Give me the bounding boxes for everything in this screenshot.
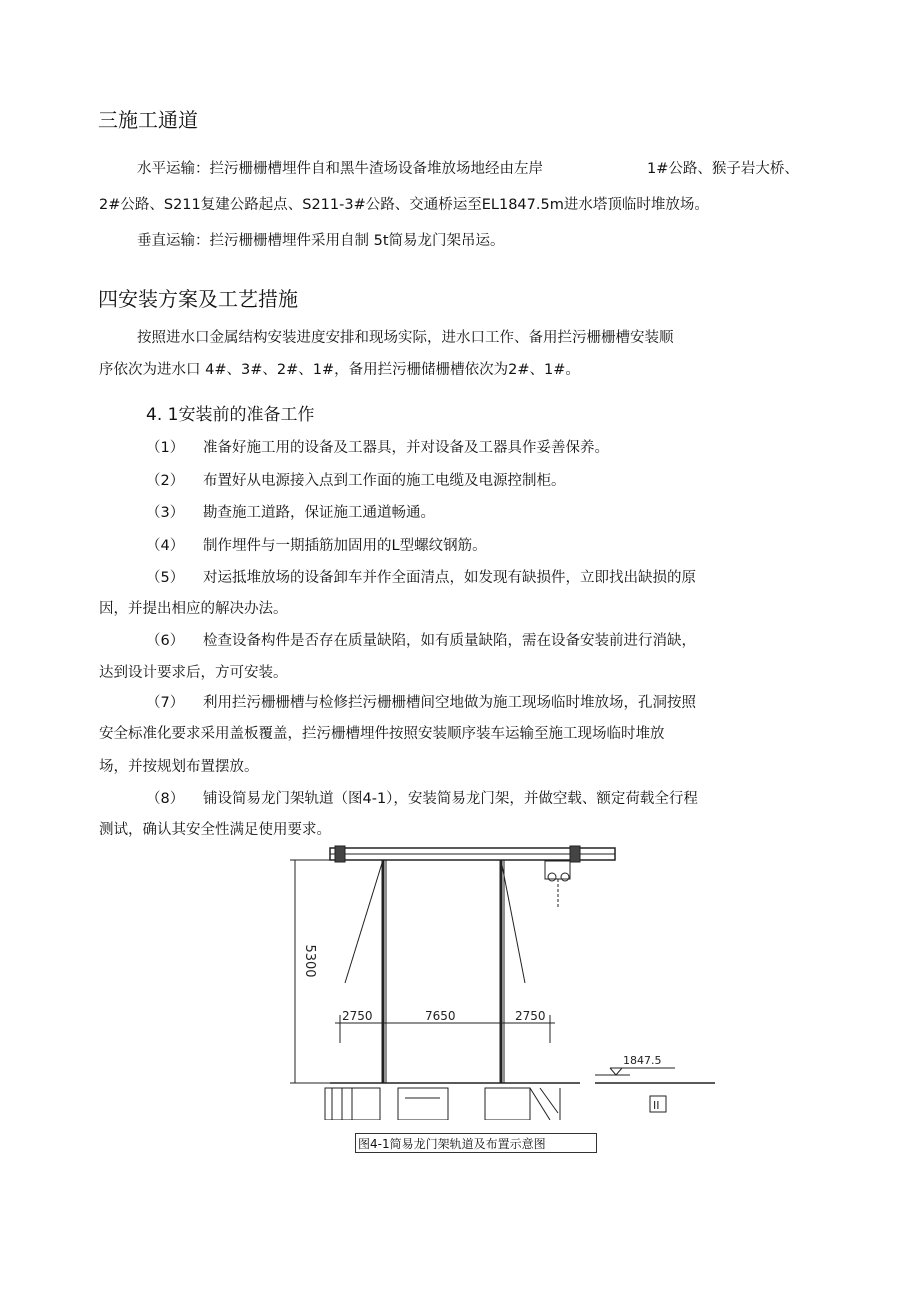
section4-intro-line1: 按照进水口金属结构安装进度安排和现场实际，进水口工作、备用拦污栅栅槽安装顺 xyxy=(137,330,674,346)
item-number: （6） xyxy=(146,633,185,649)
elevation-triangle xyxy=(610,1068,622,1075)
elevation-label: 1847.5 xyxy=(623,1054,662,1067)
item-number: （8） xyxy=(146,791,185,807)
brace-left xyxy=(345,860,383,983)
section4-heading: 四安装方案及工艺措施 xyxy=(98,287,298,311)
dim-right-label: 2750 xyxy=(515,1009,546,1023)
item-number: （4） xyxy=(146,538,185,554)
foundation-right xyxy=(485,1088,530,1120)
item-text: 制作埋件与一期插筋加固用的L型螺纹钢筋。 xyxy=(203,538,487,554)
item-number: （2） xyxy=(146,473,185,489)
item-number: （3） xyxy=(146,505,185,521)
item-text-cont: 达到设计要求后，方可安装。 xyxy=(99,665,288,681)
section-marker-label: II xyxy=(653,1099,660,1112)
gantry-drawing xyxy=(290,843,720,1120)
item-text: 铺设简易龙门架轨道（图4-1），安装简易龙门架，并做空载、额定荷载全行程 xyxy=(203,791,698,807)
item-text: 准备好施工用的设备及工器具，并对设备及工器具作妥善保养。 xyxy=(203,440,609,456)
beam-end-left xyxy=(335,846,345,862)
item-text: 检查设备构件是否存在质量缺陷，如有质量缺陷，需在设备安装前进行消缺， xyxy=(203,633,696,649)
item-text: 勘查施工道路，保证施工通道畅通。 xyxy=(203,505,435,521)
horizontal-transport-line1b: 1#公路、猴子岩大桥、 xyxy=(647,161,799,177)
hoist-body xyxy=(545,861,570,879)
horizontal-transport-line1a: 水平运输：拦污栅栅槽埋件自和黑牛渣场设备堆放场地经由左岸 xyxy=(137,161,543,177)
item-text-cont: 因，并提出相应的解决办法。 xyxy=(99,601,288,617)
item-text: 对运抵堆放场的设备卸车并作全面清点，如发现有缺损件，立即找出缺损的原 xyxy=(203,570,696,586)
hoist-wheel xyxy=(561,873,569,881)
gantry-drawing-svg xyxy=(290,843,720,1120)
item-text-cont: 测试，确认其安全性满足使用要求。 xyxy=(99,822,331,838)
item-number: （1） xyxy=(146,440,185,456)
figure-caption: 图4-1简易龙门架轨道及布置示意图 xyxy=(355,1133,597,1153)
dim-mid-label: 7650 xyxy=(425,1009,456,1023)
section3-heading: 三施工通道 xyxy=(98,108,198,132)
item-number: （5） xyxy=(146,570,185,586)
horizontal-transport-line2: 2#公路、S211复建公路起点、S211-3#公路、交通桥运至EL1847.5m进水塔顶临时堆放场。 xyxy=(99,197,709,213)
item-text-cont: 安全标准化要求采用盖板覆盖，拦污栅槽埋件按照安装顺序装车运输至施工现场临时堆放 xyxy=(99,726,665,742)
section4-intro-line2: 序依次为进水口 4#、3#、2#、1#，备用拦污栅储栅槽依次为2#、1#。 xyxy=(99,362,580,378)
height-dimension-label: 5300 xyxy=(302,944,317,978)
item-text: 布置好从电源接入点到工作面的施工电缆及电源控制柜。 xyxy=(203,473,566,489)
subsection-heading: 4. 1安装前的准备工作 xyxy=(146,405,315,425)
vertical-transport: 垂直运输：拦污栅栅槽埋件采用自制 5t简易龙门架吊运。 xyxy=(137,233,505,249)
hatch xyxy=(530,1088,550,1120)
pit-left xyxy=(398,1088,448,1120)
brace-right xyxy=(501,860,525,983)
beam-end-right xyxy=(570,846,580,862)
item-text-cont2: 场，并按规划布置摆放。 xyxy=(99,759,259,775)
dim-left-label: 2750 xyxy=(342,1009,373,1023)
item-number: （7） xyxy=(146,695,185,711)
item-text: 利用拦污栅栅槽与检修拦污栅栅槽间空地做为施工现场临时堆放场，孔洞按照 xyxy=(203,695,696,711)
hoist-wheel xyxy=(548,873,556,881)
